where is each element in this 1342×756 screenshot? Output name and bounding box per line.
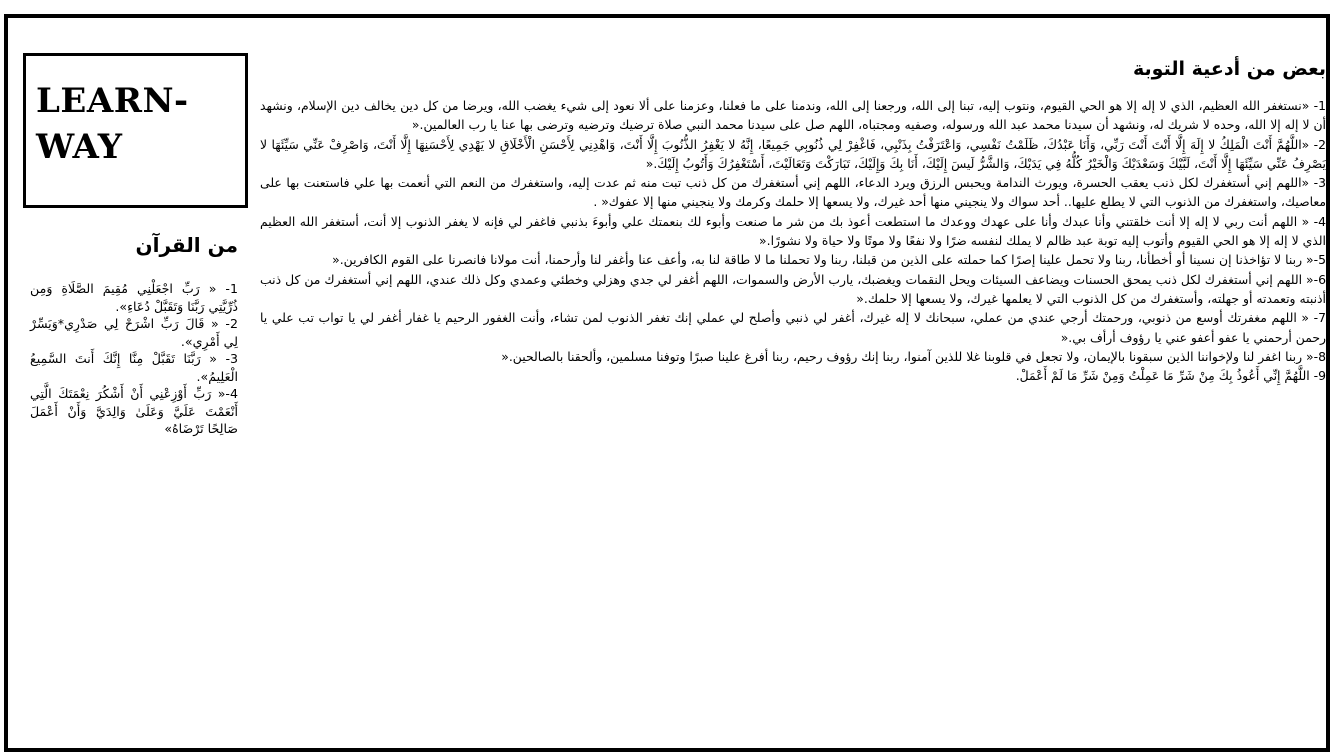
logo-box xyxy=(23,53,248,208)
dua-6: 6-« اللهم إني أستغفرك لكل ذنب يمحق الحسنات ويضاعف السيئات ويحل النقمات ويغضبك، يارب الأرض والسموات، اللهم أغفر لي جدي وهزلي وخطئي وعمدي وكل ذلك عندي، اللهم إني أستغفرك من كل ذنب أذنبته وتعمدته أو جهلته، وأستغفرك من كل الذنوب التي لا يعلمها غيرك، ولا يسعها إلا حلمك.« xyxy=(260,271,1326,306)
dua-5: 5-« ربنا لا تؤاخذنا إن نسينا أو أخطأنا، ربنا ولا تحمل علينا إصرًا كما حملته على الذين من قبلنا، ربنا ولا تحملنا ما لا طاقة لنا به، وأعف عنا وأغفر لنا وأرحمنا، أنت مولانا فانصرنا على القوم الكافرين.« xyxy=(332,252,1326,268)
quran-section-title: من القرآن xyxy=(135,233,238,257)
dua-8: 8-« ربنا اغفر لنا ولإخواننا الذين سبقونا بالإيمان، ولا تجعل في قلوبنا غلا للذين آمنوا، ربنا إنك رؤوف رحيم، ربنا أفرغ علينا صبرًا وتوفنا مسلمين، وألحقنا بالصالحين.« xyxy=(501,348,1326,364)
page-frame xyxy=(4,14,1330,752)
dua-9: 9- اللَّهُمَّ إِنِّي أَعُوذُ بِكَ مِنْ شَرِّ مَا عَمِلْتُ وَمِنْ شَرِّ مَا لَمْ أَعْمَلْ. xyxy=(1015,368,1326,384)
dua-2: 2- «اللَّهُمَّ أَنْتَ الْمَلِكُ لا إِلَهَ إِلَّا أَنْتَ أَنْتَ رَبِّي، وَأَنَا عَبْدُكَ، ظَلَمْتُ نَفْسِي، وَاعْتَرَفْتُ بِذَنْبِي، فَاغْفِرْ لِي ذُنُوبِي جَمِيعًا، إِنَّهُ لا يَغْفِرُ الذُّنُوبَ إِلَّا أَنْتَ، وَاهْدِنِي لِأَحْسَنِ الْأَخْلَاقِ لا يَهْدِي لِأَحْسَنِهَا إِلَّا أَنْتَ، وَاصْرِفْ عَنِّي سَيِّئَهَا لا يَصْرِفُ عَنِّي سَيِّئَهَا إِلَّا أَنْتَ، لَبَّيْكَ وَسَعْدَيْكَ وَالْخَيْرُ كُلُّهُ فِي يَدَيْكَ، وَالشَّرُّ لَيسَ إِلَيْكَ، أَنَا بِكَ وَإِلَيْكَ، تَبَارَكْتَ وَتَعَالَيْتَ، أَسْتَغْفِرُكَ وَأَتُوبُ إِلَيْكَ.« xyxy=(260,136,1326,171)
dua-4: 4- « اللهم أنت ربي لا إله إلا أنت خلقتني وأنا عبدك وأنا على عهدك ووعدك ما استطعت أعوذ بك من شر ما صنعت وأبوء لك بنعمتك علي وأبوءَ بذنبي فاغفر لي فإنه لا يغفر الذنوب إلا أنت، أستغفر الله العظيم الذي لا إله إلا هو الحي القيوم وأتوب إليه توبة عبد ظالم لا يملك لنفسه ضرًا ولا نفعًا ولا موتًا ولا حياة ولا نشورًا.« xyxy=(260,213,1326,249)
repentance-prayers-section xyxy=(260,54,1326,385)
logo-text: LEARN- WAY xyxy=(36,81,189,167)
quran-verse-1: 1- « رَبِّ اجْعَلْنِي مُقِيمَ الصَّلَاةِ وَمِن ذُرِّيَّتِي رَبَّنَا وَتَقَبَّلْ دُعَاءِ». xyxy=(30,281,238,314)
main-title: بعض من أدعية التوبة xyxy=(1133,58,1326,80)
dua-7: 7- « اللهم مغفرتك أوسع من ذنوبي، ورحمتك أرجي عندي من عملي، سبحانك لا إله غيرك، أغفر لي ذنبي وأصلح لي عملي إنك تغفر الذنوب لمن تشاء، وأنت الغفور الرحيم يا غفار أغفر لي يا تواب تب علي يا رحمن أرحمني يا عفو أعفو عني يا رؤوف أرأف بي.« xyxy=(260,310,1326,345)
dua-1: 1- «نستغفر الله العظيم، الذي لا إله إلا هو الحي القيوم، ونتوب إليه، تبنا إلى الله، ورجعنا إلى الله، وندمنا على ما فعلنا، وعزمنا على ألا نعود إلى شيء يغضب الله، ويرضا من كل دين يخالف دين الإسلام، ونشهد أن لا إله إلا الله، وحده لا شريك له، ونشهد أن سيدنا محمد عبد الله ورسوله، وصفيه ومجتباه، اللهم صل على سيدنا محمد النبي صلاة ترضيك وترضيه وترضى بها عنا يا رب العالمين.« xyxy=(260,98,1326,133)
dua-3: 3- «اللهم إني أستغفرك لكل ذنب يعقب الحسرة، ويورث الندامة ويحبس الرزق ويرد الدعاء، اللهم إني أستغفرك من كل ذنب تبت منه ثم عدت إليه، واستغفرك من النعم التي أنعمت بها علي فاستعنت بها على معاصيك، واستغفرك من الذنوب التي لا يطلع عليها.. أحد سواك ولا ينجيني منها أحد غيرك، ولا يسعها إلا حلمك وكرمك ولا ينجيني منها إلا عفوك« . xyxy=(260,175,1326,210)
quran-verse-2: 2- « قَالَ رَبِّ اشْرَحْ لِي صَدْرِي*وَيَسِّرْ لِي أَمْرِي». xyxy=(30,316,238,349)
quran-verse-4: 4-« رَبِّ أَوْزِعْنِي أَنْ أَشْكُرَ نِعْمَتَكَ الَّتِي أَنْعَمْتَ عَلَيَّ وَعَلَىٰ وَالِدَيَّ وَأَنْ أَعْمَلَ صَالِحًا تَرْضَاهُ» xyxy=(30,386,238,436)
quran-section xyxy=(30,228,238,438)
quran-verse-3: 3- « رَبَّنَا تَقَبَّلْ مِنَّا إِنَّكَ أَنتَ السَّمِيعُ الْعَلِيمُ». xyxy=(30,351,238,384)
